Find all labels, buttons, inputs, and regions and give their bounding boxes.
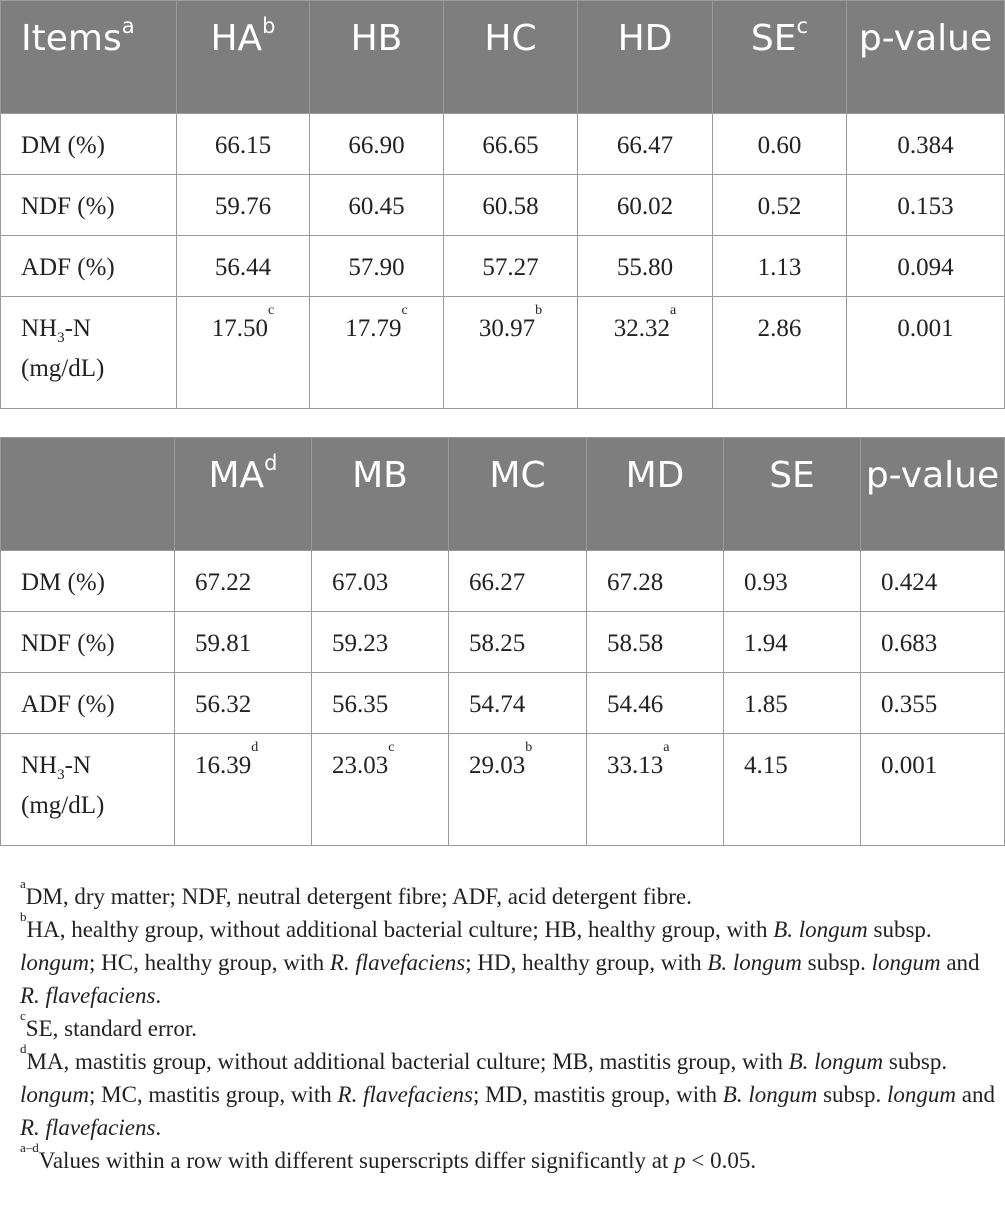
- table-cell: 58.25: [449, 612, 587, 673]
- table-cell: 59.81: [175, 612, 312, 673]
- table-cell: 0.93: [724, 551, 861, 612]
- table-row: [1, 114, 1005, 175]
- table-cell: 0.52: [713, 175, 847, 236]
- footnote-b: $^b$HA, healthy group, without additional bacterial culture; HB, healthy group, with B. longum subsp. longum; HC, healthy group, with R. flavefaciens; HD, healthy group, with B. longum subsp. longum and R. flavefaciens.: [20, 909, 980, 1008]
- table-footnotes: [20, 876, 1000, 1177]
- table-cell: 66.47: [578, 114, 713, 175]
- col-header-hb: HB: [310, 1, 444, 114]
- row-label: DM (%): [1, 114, 177, 175]
- col-header-hd: HD: [578, 1, 713, 114]
- table-cell: 0.094: [847, 236, 1005, 297]
- table-cell: 55.80: [578, 236, 713, 297]
- table-cell: 1.94: [724, 612, 861, 673]
- table-cell: 56.35: [312, 673, 449, 734]
- table-cell: 59.23: [312, 612, 449, 673]
- footnote-d: $^d$MA, mastitis group, without additional bacterial culture; MB, mastitis group, with B. longum subsp. longum; MC, mastitis group, with R. flavefaciens; MD, mastitis group, with B. longum subsp. longum and R. flavefaciens.: [20, 1041, 995, 1140]
- table-cell: 56.32: [175, 673, 312, 734]
- col-header-ma: $MA^d$: [175, 438, 312, 551]
- table-cell: 0.384: [847, 114, 1005, 175]
- table-cell: 4.15: [724, 734, 861, 846]
- col-header-p-value: p-value: [847, 1, 1005, 114]
- row-label: ADF (%): [1, 673, 175, 734]
- table-cell: 59.76: [177, 175, 310, 236]
- table-cell: 16.39$^d$: [175, 734, 312, 846]
- table-cell: 54.74: [449, 673, 587, 734]
- footnote-significance: $^{a-d}$Values within a row with different superscripts differ significantly at p < 0.05.: [20, 1140, 757, 1173]
- col-header-empty: [1, 438, 175, 551]
- row-label: NDF (%): [1, 612, 175, 673]
- table-cell: 29.03$^b$: [449, 734, 587, 846]
- table-cell: 0.60: [713, 114, 847, 175]
- table-cell: 57.27: [444, 236, 578, 297]
- table-cell: 67.22: [175, 551, 312, 612]
- table-cell: 0.001: [861, 734, 1005, 846]
- row-label: $NH_3-N$ (mg/dL): [1, 734, 175, 846]
- table-cell: 58.58: [587, 612, 724, 673]
- table-cell: 1.85: [724, 673, 861, 734]
- table-cell: 23.03$^c$: [312, 734, 449, 846]
- table-cell: 67.28: [587, 551, 724, 612]
- table-row: [1, 175, 1005, 236]
- col-header-hc: HC: [444, 1, 578, 114]
- table-cell: 1.13: [713, 236, 847, 297]
- row-label: $NH_3-N$ (mg/dL): [1, 297, 177, 409]
- table-cell: 33.13$^a$: [587, 734, 724, 846]
- col-header-mc: MC: [449, 438, 587, 551]
- table-cell: 0.424: [861, 551, 1005, 612]
- table-row: [1, 297, 1005, 409]
- table-cell: 0.683: [861, 612, 1005, 673]
- table-row: [1, 673, 1005, 734]
- table-cell: 60.58: [444, 175, 578, 236]
- table-cell: 30.97$^b$: [444, 297, 578, 409]
- healthy-group-table: [0, 0, 1005, 409]
- table-cell: 60.02: [578, 175, 713, 236]
- table-cell: 66.15: [177, 114, 310, 175]
- table-row: [1, 612, 1005, 673]
- table-cell: 0.001: [847, 297, 1005, 409]
- row-label: ADF (%): [1, 236, 177, 297]
- table-cell: 67.03: [312, 551, 449, 612]
- table-cell: 54.46: [587, 673, 724, 734]
- col-header-p-value: p-value: [861, 438, 1005, 551]
- table-cell: 60.45: [310, 175, 444, 236]
- row-label: DM (%): [1, 551, 175, 612]
- table-cell: 66.27: [449, 551, 587, 612]
- table-row: [1, 734, 1005, 846]
- table-row: [1, 551, 1005, 612]
- table-cell: 17.50$^c$: [177, 297, 310, 409]
- table-cell: 56.44: [177, 236, 310, 297]
- col-header-mb: MB: [312, 438, 449, 551]
- col-header-ha: $HA^b$: [177, 1, 310, 114]
- footnote-c: $^c$SE, standard error.: [20, 1008, 197, 1041]
- table-row: [1, 236, 1005, 297]
- col-header-se: SE: [724, 438, 861, 551]
- header-row: [1, 438, 1005, 551]
- footnote-a: $^a$DM, dry matter; NDF, neutral detergent fibre; ADF, acid detergent fibre.: [20, 876, 692, 909]
- table-cell: 57.90: [310, 236, 444, 297]
- mastitis-group-table: [0, 437, 1005, 846]
- table-cell: 66.90: [310, 114, 444, 175]
- col-header-se: $SE^c$: [713, 1, 847, 114]
- table-cell: 17.79$^c$: [310, 297, 444, 409]
- table-cell: 32.32$^a$: [578, 297, 713, 409]
- col-header-items: Items$^a$: [1, 1, 177, 114]
- header-row: [1, 1, 1005, 114]
- table-cell: 2.86: [713, 297, 847, 409]
- table-cell: 66.65: [444, 114, 578, 175]
- table-cell: 0.355: [861, 673, 1005, 734]
- table-cell: 0.153: [847, 175, 1005, 236]
- row-label: NDF (%): [1, 175, 177, 236]
- col-header-md: MD: [587, 438, 724, 551]
